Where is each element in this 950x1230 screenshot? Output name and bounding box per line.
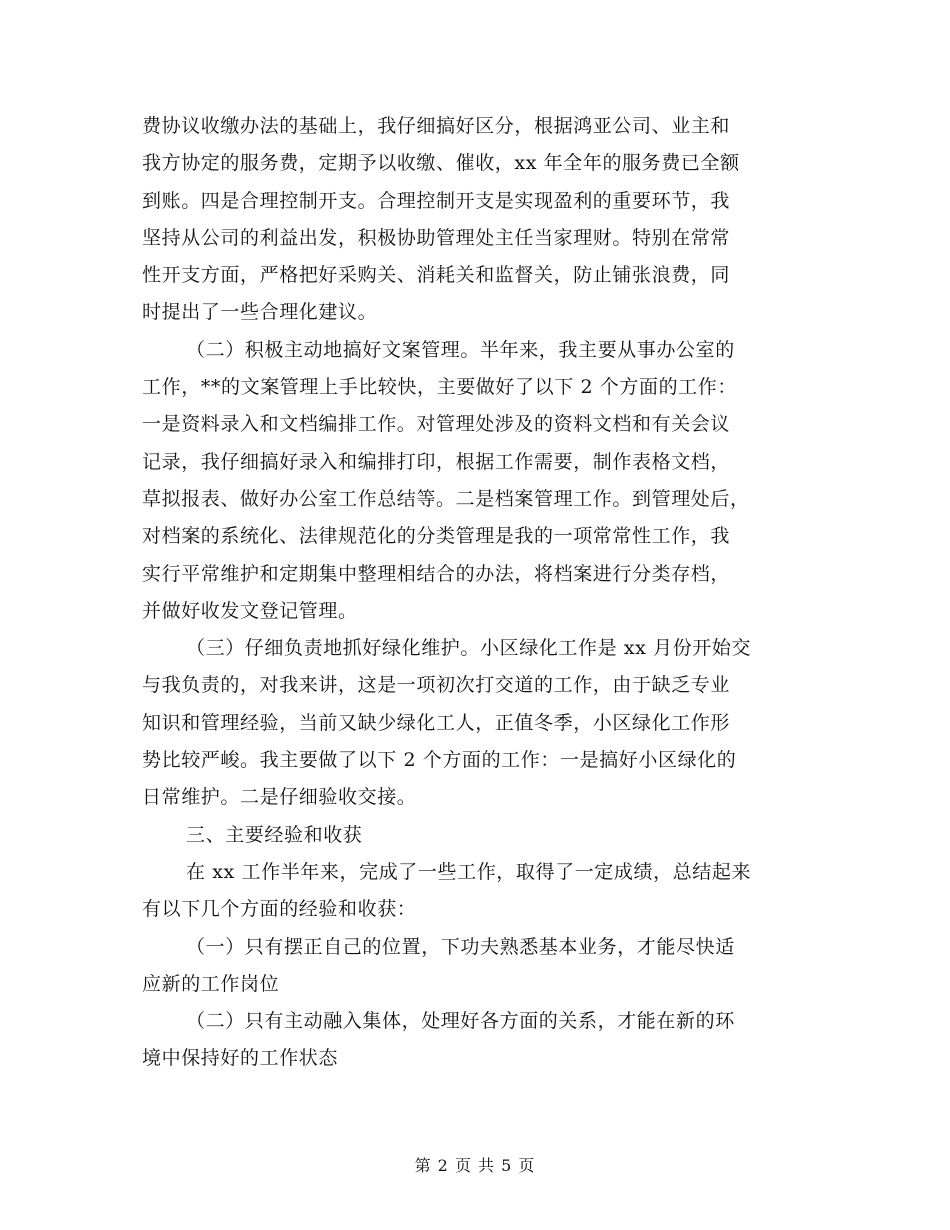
- text-line: 我方协定的服务费，定期予以收缴、催收，xx 年全年的服务费已全额: [142, 152, 740, 175]
- text-line: 与我负责的，对我来讲，这是一项初次打交道的工作，由于缺乏专业: [142, 674, 731, 697]
- text-line: 对档案的系统化、法律规范化的分类管理是我的一项常常性工作，我: [142, 525, 731, 548]
- page-number-footer: 第 2 页 共 5 页: [414, 1156, 536, 1175]
- paragraph-heading-line: （二）积极主动地搞好文案管理。半年来，我主要从事办公室的: [186, 338, 735, 361]
- paragraph-heading-line: （一）只有摆正自己的位置，下功夫熟悉基本业务，才能尽快适: [186, 935, 735, 958]
- text-line: 有以下几个方面的经验和收获：: [142, 898, 417, 921]
- text-line: 草拟报表、做好办公室工作总结等。二是档案管理工作。到管理处后，: [142, 487, 750, 510]
- text-line: 并做好收发文登记管理。: [142, 599, 358, 622]
- text-line: 境中保持好的工作状态: [142, 1047, 339, 1070]
- paragraph-heading-line: （二）只有主动融入集体，处理好各方面的关系，才能在新的环: [186, 1010, 735, 1033]
- text-line: 记录，我仔细搞好录入和编排打印，根据工作需要，制作表格文档，: [142, 450, 731, 473]
- text-line: 到账。四是合理控制开支。合理控制开支是实现盈利的重要环节，我: [142, 189, 731, 212]
- text-line: 势比较严峻。我主要做了以下 2 个方面的工作：一是搞好小区绿化的: [142, 749, 737, 772]
- text-line: 知识和管理经验，当前又缺少绿化工人，正值冬季，小区绿化工作形: [142, 711, 731, 734]
- text-line: 费协议收缴办法的基础上，我仔细搞好区分，根据鸿亚公司、业主和: [142, 115, 731, 137]
- document-body: [142, 108, 810, 1078]
- text-line: 实行平常维护和定期集中整理相结合的办法，将档案进行分类存档，: [142, 562, 731, 585]
- paragraph-line: 在 xx 工作半年来，完成了一些工作，取得了一定成绩，总结起来: [186, 860, 752, 883]
- text-line: 时提出了一些合理化建议。: [142, 301, 378, 324]
- text-line: 性开支方面，严格把好采购关、消耗关和监督关，防止铺张浪费，同: [142, 264, 731, 287]
- text-line: 一是资料录入和文档编排工作。对管理处涉及的资料文档和有关会议: [142, 413, 731, 436]
- paragraph-heading-line: （三）仔细负责地抓好绿化维护。小区绿化工作是 xx 月份开始交: [186, 637, 752, 660]
- section-heading: 三、主要经验和收获: [186, 823, 363, 846]
- text-line: 应新的工作岗位: [142, 972, 280, 995]
- text-line: 坚持从公司的利益出发，积极协助管理处主任当家理财。特别在常常: [142, 226, 731, 249]
- text-line: 工作，**的文案管理上手比较快，主要做好了以下 2 个方面的工作：: [142, 376, 737, 399]
- text-line: 日常维护。二是仔细验收交接。: [142, 786, 417, 809]
